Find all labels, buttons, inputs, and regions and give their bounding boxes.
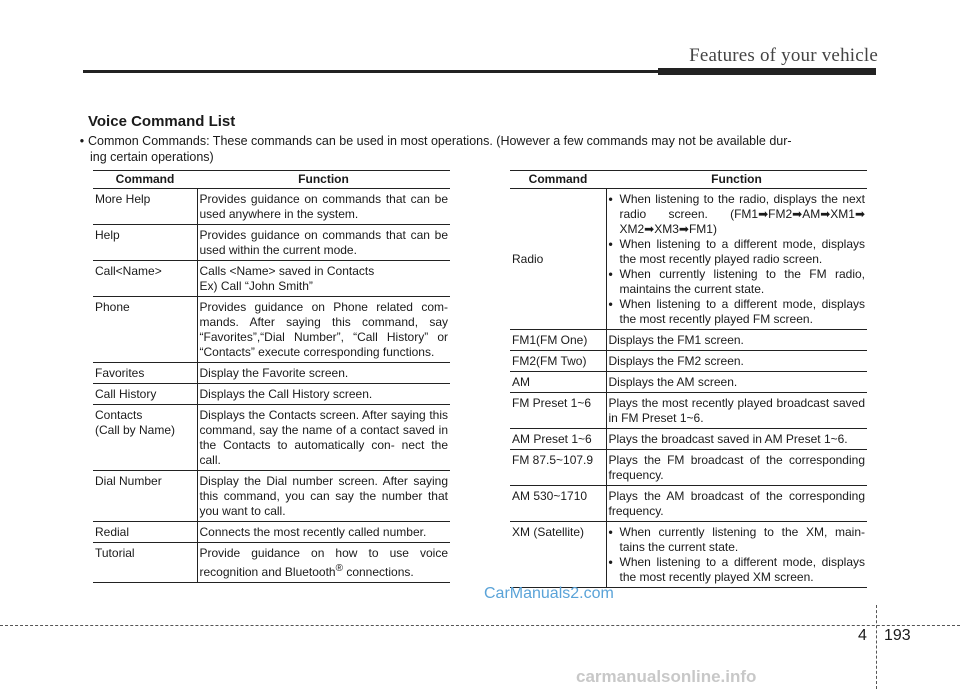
table-row: [510, 189, 867, 330]
footer-dashed-divider: [876, 605, 877, 689]
function-cell: Provides guidance on commands that can be used anywhere in the system.: [197, 189, 450, 225]
intro-paragraph: [76, 133, 884, 165]
bullet-icon: •: [608, 192, 613, 206]
command-cell: XM (Satellite): [510, 522, 606, 588]
table-row: [93, 471, 450, 522]
header-rule-accent: [658, 68, 876, 75]
command-cell: Redial: [93, 522, 197, 543]
column-header-function: Function: [606, 171, 867, 189]
site-watermark: carmanualsonline.info: [576, 667, 757, 686]
command-cell: Phone: [93, 297, 197, 363]
command-cell: FM1(FM One): [510, 330, 606, 351]
command-text: Contacts: [95, 408, 143, 422]
function-cell: Connects the most recently called number.: [197, 522, 450, 543]
function-cell: Displays the Call History screen.: [197, 384, 450, 405]
command-cell: Call History: [93, 384, 197, 405]
function-cell: [197, 261, 450, 297]
command-cell: Help: [93, 225, 197, 261]
function-cell: Display the Favorite screen.: [197, 363, 450, 384]
function-cell: Displays the AM screen.: [606, 372, 867, 393]
table-header-row: [510, 171, 867, 189]
function-cell: Display the Dial number screen. After saying this command, you can say the number that you want to call.: [197, 471, 450, 522]
table-row: [510, 450, 867, 486]
function-cell: [606, 522, 867, 588]
table-row: [510, 372, 867, 393]
function-text: Provide guidance on how to use voice recognition and Bluetooth: [199, 546, 448, 579]
table-row: [93, 405, 450, 471]
command-cell: AM 530~1710: [510, 486, 606, 522]
table-row: [93, 297, 450, 363]
column-header-command: Command: [510, 171, 606, 189]
table-row: [510, 522, 867, 588]
table-row: [510, 393, 867, 429]
command-cell: FM 87.5~107.9: [510, 450, 606, 486]
function-cell: Provides guidance on Phone related com- mands. After saying this command, say “Favorites”,“Dial Number”, “Call History” or “Contacts” execute corresponding functions.: [197, 297, 450, 363]
command-cell: [93, 405, 197, 471]
list-item: • When currently listening to the FM radio, maintains the current state.: [608, 267, 865, 296]
bullet-icon: •: [608, 297, 613, 311]
function-text: Calls <Name> saved in Contacts: [199, 264, 375, 278]
bullet-icon: •: [608, 237, 613, 251]
command-cell: AM: [510, 372, 606, 393]
table-row: [510, 351, 867, 372]
command-cell: AM Preset 1~6: [510, 429, 606, 450]
function-cell: Displays the FM1 screen.: [606, 330, 867, 351]
command-cell: Radio: [510, 189, 606, 330]
command-cell: FM2(FM Two): [510, 351, 606, 372]
chapter-number: 4: [858, 627, 867, 644]
list-item: • When listening to the radio, displays the next radio screen. (FM1➡FM2➡AM➡XM1➡ XM2➡XM3➡FM1): [608, 192, 865, 236]
bullet-icon: •: [608, 525, 613, 539]
list-item: • When listening to a different mode, displays the most recently played FM screen.: [608, 297, 865, 326]
bullet-icon: •: [608, 555, 613, 569]
watermark-link[interactable]: CarManuals2.com: [484, 585, 614, 602]
column-header-command: Command: [93, 171, 197, 189]
table-row: [93, 189, 450, 225]
command-cell: Call<Name>: [93, 261, 197, 297]
bullet-icon: •: [608, 267, 613, 281]
function-cell: Plays the most recently played broadcast saved in FM Preset 1~6.: [606, 393, 867, 429]
table-row: [93, 363, 450, 384]
command-cell: Favorites: [93, 363, 197, 384]
table-row: [510, 486, 867, 522]
list-item: • When listening to a different mode, displays the most recently played XM screen.: [608, 555, 865, 584]
common-commands-table-right: [510, 170, 867, 588]
function-cell: [197, 543, 450, 583]
command-cell: More Help: [93, 189, 197, 225]
function-cell: Displays the Contacts screen. After saying this command, say the name of a contact saved in the Contacts to automatically con- nect the call.: [197, 405, 450, 471]
page-header-title: Features of your vehicle: [689, 45, 878, 66]
function-cell: Plays the broadcast saved in AM Preset 1~6.: [606, 429, 867, 450]
table-row: [93, 522, 450, 543]
registered-mark: ®: [335, 563, 343, 574]
function-example: Ex) Call “John Smith”: [199, 279, 313, 293]
list-item: • When currently listening to the XM, main- tains the current state.: [608, 525, 865, 554]
intro-bullet: •: [79, 134, 85, 148]
table-row: [93, 225, 450, 261]
intro-line-2: ing certain operations): [90, 150, 214, 164]
function-cell: Displays the FM2 screen.: [606, 351, 867, 372]
footer-dashed-rule: [0, 625, 960, 626]
table-row: [510, 330, 867, 351]
table-row: [93, 261, 450, 297]
list-item: • When listening to a different mode, displays the most recently played radio screen.: [608, 237, 865, 266]
section-title: Voice Command List: [88, 113, 236, 130]
command-subtext: (Call by Name): [95, 423, 176, 437]
function-cell: Provides guidance on commands that can be used within the current mode.: [197, 225, 450, 261]
function-cell: [606, 189, 867, 330]
table-row: [510, 429, 867, 450]
command-cell: Dial Number: [93, 471, 197, 522]
page-number: 193: [884, 627, 911, 644]
function-cell: Plays the FM broadcast of the corresponding frequency.: [606, 450, 867, 486]
function-text-tail: connections.: [342, 565, 414, 579]
table-header-row: [93, 171, 450, 189]
command-cell: Tutorial: [93, 543, 197, 583]
table-row: [93, 384, 450, 405]
table-row: [93, 543, 450, 583]
function-cell: Plays the AM broadcast of the corresponding frequency.: [606, 486, 867, 522]
intro-line-1: Common Commands: These commands can be used in most operations. (However a few commands may not be available dur-: [88, 134, 792, 148]
common-commands-table-left: [93, 170, 450, 583]
column-header-function: Function: [197, 171, 450, 189]
command-cell: FM Preset 1~6: [510, 393, 606, 429]
